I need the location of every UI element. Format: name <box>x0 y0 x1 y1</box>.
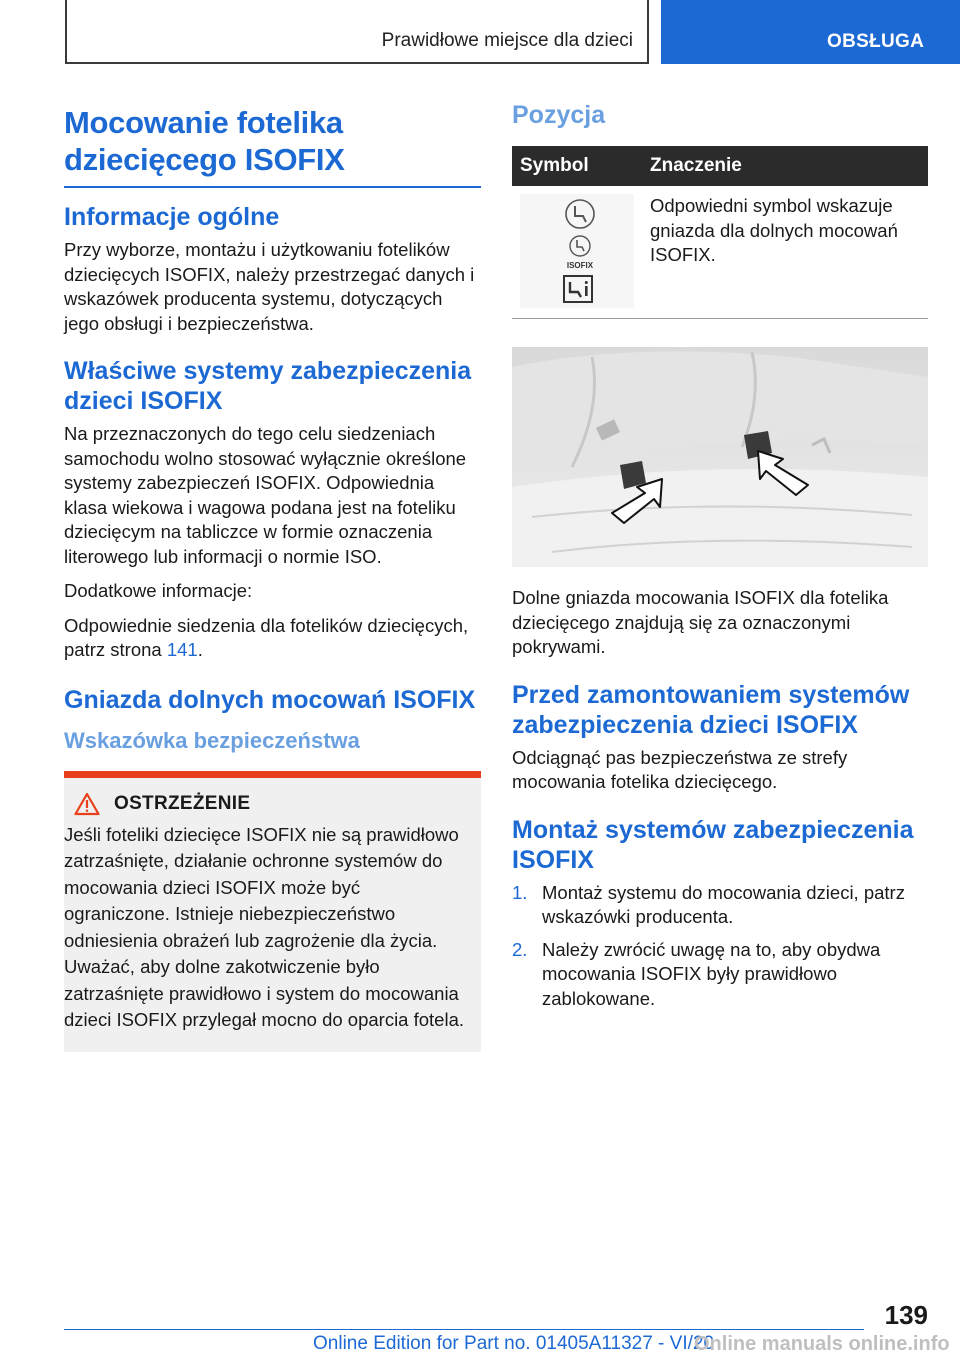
list-item <box>512 938 928 1012</box>
position-heading: Pozycja <box>512 101 606 129</box>
table-row <box>512 186 928 319</box>
col-meaning-header: Znaczenie <box>642 146 928 186</box>
systems-text: Na przeznaczonych do tego celu siedzeniach samochodu wolno stosować wyłącznie określone systemy zabezpieczeń ISOFIX. Odpowiednia klasa wiekowa i wagowa podana jest na foteliku dziecięcym na tabliczce w formie oznaczenia literowego lub informacji o normie ISO. <box>64 423 467 567</box>
right-column <box>512 100 928 1019</box>
page-title-line1: Mocowanie fotelika <box>64 105 343 140</box>
page-title-line2: dziecięcego ISOFIX <box>64 142 345 177</box>
page-number: 139 <box>884 1300 928 1330</box>
before-mount-heading: Przed zamontowaniem systemów zabezpieczenia dzieci ISOFIX <box>512 680 910 739</box>
warning-title: OSTRZEŻENIE <box>114 792 251 814</box>
warning-text: Jeśli foteliki dziecięce ISOFIX nie są prawidłowo zatrzaśnięte, działanie ochronne systemów do mocowania dzieci ISOFIX może być ograniczone. Istnieje niebezpieczeństwo odniesienia obrażeń lub zagrożenie dla życia. Uważać, aby dolne zakotwiczenie było zatrzaśnięte prawidłowo i system do mocowania dzieci ISOFIX przylegał mocno do oparcia fotela. <box>64 823 464 1030</box>
col-symbol-header: Symbol <box>512 146 642 186</box>
footer-edition: Online Edition for Part no. 01405A11327 - VI/20 <box>313 1333 715 1354</box>
isofix-symbol-icon <box>520 194 634 308</box>
left-column <box>64 104 481 1052</box>
additional-label: Dodatkowe informacje: <box>64 580 253 601</box>
meaning-cell: Odpowiedni symbol wskazuje gniazda dla dolnych mocowań ISOFIX. <box>642 186 928 319</box>
isofix-symbol-label: ISOFIX <box>566 261 594 270</box>
header-section-box <box>65 0 649 64</box>
page-link-141[interactable]: 141 <box>166 639 198 660</box>
step-text: Należy zwrócić uwagę na to, aby obydwa mocowania ISOFIX były prawidłowo zablokowane. <box>542 938 881 1009</box>
warning-triangle-icon <box>74 792 100 816</box>
systems-heading: Właściwe systemy zabezpieczenia dzieci ISOFIX <box>64 357 472 415</box>
mount-heading: Montaż systemów zabezpieczenia ISOFIX <box>512 815 914 874</box>
page-title <box>64 104 481 178</box>
header-section-title: Prawidłowe miejsce dla dzieci <box>381 30 633 51</box>
additional-text <box>64 614 481 663</box>
mount-steps <box>512 881 928 1012</box>
header-tab-label: OBSŁUGA <box>827 31 925 52</box>
header-tab[interactable] <box>661 0 960 64</box>
warning-header <box>64 792 467 816</box>
before-mount-text: Odciągnąć pas bezpieczeństwa ze strefy mocowania fotelika dziecięcego. <box>512 746 848 792</box>
list-item <box>512 881 928 930</box>
step-number: 2. <box>512 938 528 960</box>
symbol-table <box>512 146 928 319</box>
additional-period: . <box>197 639 203 660</box>
footer-divider <box>64 1329 864 1330</box>
isofix-anchors-photo <box>512 347 928 567</box>
warning-box <box>64 771 481 1052</box>
general-heading: Informacje ogólne <box>64 203 280 231</box>
lower-anchors-heading: Gniazda dolnych mocowań ISOFIX <box>64 685 476 714</box>
isofix-symbols <box>520 194 634 308</box>
photo-caption: Dolne gniazda mocowania ISOFIX dla fotelika dziecięcego znajdują się za oznaczonymi pokrywami. <box>512 587 889 657</box>
footer-site-watermark: Online manuals online.info <box>694 1333 950 1355</box>
safety-heading: Wskazówka bezpieczeństwa <box>64 727 360 753</box>
step-text: Montaż systemu do mocowania dzieci, patrz wskazówki producenta. <box>542 881 905 927</box>
step-number: 1. <box>512 881 528 903</box>
title-divider <box>64 186 481 188</box>
symbol-cell <box>512 186 642 319</box>
general-text: Przy wyborze, montażu i użytkowaniu fotelików dziecięcych ISOFIX, należy przestrzegać danych i wskazówek producenta systemu, dotyczących jego obsługi i bezpieczeństwa. <box>64 239 475 334</box>
additional-text-body: Odpowiednie siedzenia dla fotelików dziecięcych, patrz strona <box>64 614 469 660</box>
